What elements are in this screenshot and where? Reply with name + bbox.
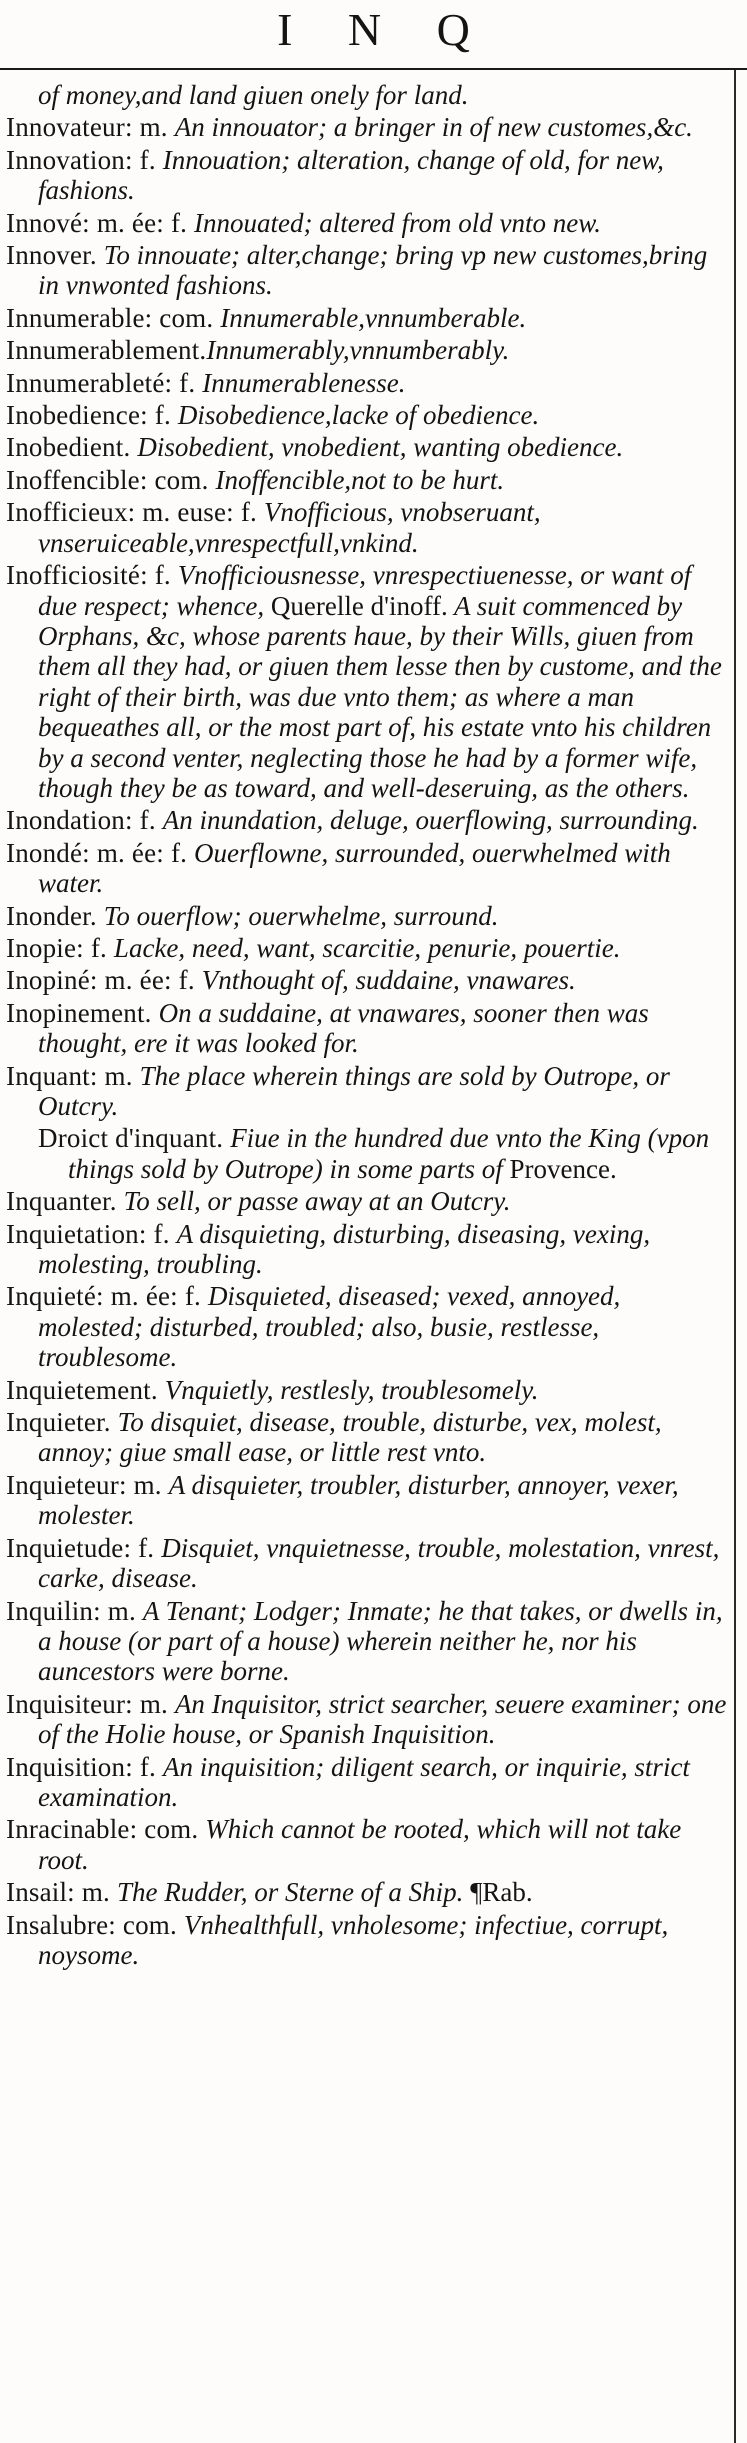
entry-headword: Inonder. [6, 900, 104, 931]
dictionary-entry [6, 80, 728, 110]
dictionary-entry [6, 368, 728, 398]
entry-headword: Inondation: f. [6, 805, 163, 836]
dictionary-entry [6, 1689, 728, 1750]
dictionary-entry [6, 1596, 728, 1687]
entry-roman-word: ¶Rab. [470, 1877, 533, 1908]
entry-definition: On a suddaine, at vnawares, sooner then was thought, ere it was looked for. [38, 997, 649, 1059]
entry-definition: Lacke, need, want, scarcitie, penurie, pouertie. [113, 932, 621, 963]
dictionary-entry [6, 1814, 728, 1875]
entry-roman-word: Provence. [509, 1153, 617, 1184]
entry-headword: Innover. [6, 240, 104, 271]
entry-definition: Innumerably,vnnumberably. [206, 335, 510, 366]
dictionary-entry [6, 1752, 728, 1813]
entry-headword: Inopiné: m. ée: f. [6, 965, 202, 996]
entry-definition: Which cannot be rooted, which will not take root. [38, 1814, 682, 1875]
margin-rule [734, 70, 736, 2443]
entry-headword: Inobedient. [6, 432, 138, 463]
entry-headword: Inofficieux: m. euse: f. [6, 497, 264, 528]
entry-definition: A Tenant; Lodger; Inmate; he that takes, or dwells in, a house (or part of a house) wherein neither he, nor his auncestors were borne. [38, 1595, 723, 1687]
header-rule [0, 68, 747, 70]
entry-headword: Inopie: f. [6, 932, 114, 963]
entry-headword: Inofficiosité: f. [6, 560, 178, 591]
entry-definition: Vnquietly, restlesly, troublesomely. [164, 1374, 539, 1405]
page-header: I N Q [277, 4, 492, 55]
entry-headword: Droict d'inquant. [38, 1123, 231, 1154]
dictionary-entry [6, 208, 728, 238]
dictionary-entry [6, 1281, 728, 1372]
entry-headword: Innumerableté: f. [6, 367, 203, 398]
dictionary-entry [6, 1061, 728, 1122]
dictionary-entry [6, 1533, 728, 1594]
dictionary-entry [6, 432, 728, 462]
entry-headword: Inquietation: f. [6, 1218, 177, 1249]
entry-headword: Insail: m. [6, 1877, 117, 1908]
entry-definition: Ouerflowne, surrounded, ouerwhelmed with water. [38, 837, 671, 899]
entry-definition: An innouator; a bringer in of new customes,&c. [174, 112, 693, 143]
dictionary-entry [6, 1470, 728, 1531]
entry-definition: Innouated; altered from old vnto new. [194, 207, 601, 238]
entry-definition: To innouate; alter,change; bring vp new customes,bring in vnwonted fashions. [38, 240, 708, 301]
entry-definition: Vnofficious, vnobseruant, vnseruiceable,vnrespectfull,vnkind. [38, 497, 541, 558]
entry-definition: To disquiet, disease, trouble, disturbe, vex, molest, annoy; giue small ease, or little rest vnto. [38, 1407, 662, 1468]
entry-roman-word: Querelle d'inoff. [270, 590, 448, 621]
entry-definition: Vnthought of, suddaine, vnawares. [201, 965, 576, 996]
dictionary-entry [6, 965, 728, 995]
dictionary-entry [6, 1407, 728, 1468]
dictionary-entry [6, 145, 728, 206]
dictionary-entry [6, 933, 728, 963]
entry-headword: Inquietude: f. [6, 1532, 162, 1563]
entry-headword: Inoffencible: com. [6, 464, 216, 495]
entry-headword: Inquisiteur: m. [6, 1688, 175, 1719]
entry-definition: An Inquisitor, strict searcher, seuere examiner; one of the Holie house, or Spanish Inquisition. [38, 1688, 727, 1750]
entry-headword: Inopinement. [6, 997, 159, 1028]
entry-definition: To sell, or passe away at an Outcry. [123, 1186, 511, 1217]
entry-definition: Disobedience,lacke of obedience. [177, 400, 540, 431]
dictionary-entry [6, 901, 728, 931]
entry-definition: An inundation, deluge, ouerflowing, surrounding. [162, 805, 699, 836]
entry-headword: Inquietement. [6, 1374, 165, 1405]
entry-headword: Inracinable: com. [6, 1814, 206, 1845]
entry-headword: Innumerable: com. [6, 302, 221, 333]
dictionary-entry [6, 1375, 728, 1405]
dictionary-entry [6, 1877, 728, 1907]
dictionary-entry [6, 303, 728, 333]
entry-headword: Inquanter. [6, 1186, 124, 1217]
entry-definition: Vnofficiousnesse, vnrespectiuenesse, or want of due respect; whence, [38, 560, 692, 621]
entry-definition: Disquieted, diseased; vexed, annoyed, molested; disturbed, troubled; also, busie, restlesse, troublesome. [38, 1281, 621, 1373]
entry-definition: Inoffencible,not to be hurt. [215, 464, 505, 495]
dictionary-entry [6, 240, 728, 301]
entry-definition-continued: A suit commenced by Orphans, &c, whose parents haue, by their Wills, giuen from them all they had, or giuen them lesse then by custome, and the right of their birth, was due vnto them; as where a man bequeathes all, or the most part of, his estate vnto his children by a second venter, neglecting those he had by a former wife, though they be as toward, and well-deseruing, as the others. [38, 590, 722, 803]
entry-headword: Innovateur: m. [6, 112, 175, 143]
entry-headword: Inquant: m. [6, 1060, 140, 1091]
dictionary-entry [6, 400, 728, 430]
entry-definition: Innouation; alteration, change of old, for new, fashions. [38, 144, 664, 206]
entry-definition: A disquieting, disturbing, diseasing, vexing, molesting, troubling. [38, 1218, 651, 1280]
entry-definition: Innumerable,vnnumberable. [220, 302, 527, 333]
entry-definition: Vnhealthfull, vnholesome; infectiue, corrupt, noysome. [38, 1909, 669, 1970]
entry-definition: Disobedient, vnobedient, wanting obedience. [137, 432, 624, 463]
dictionary-entry [6, 335, 728, 365]
dictionary-entry [6, 838, 728, 899]
dictionary-entry [6, 805, 728, 835]
dictionary-entry [6, 1123, 728, 1184]
entry-definition: of money,and land giuen onely for land. [38, 80, 469, 110]
entry-definition: An inquisition; diligent search, or inquirie, strict examination. [38, 1751, 690, 1812]
entry-headword: Innovation: f. [6, 144, 163, 175]
entry-headword: Inquilin: m. [6, 1595, 143, 1626]
entry-definition: The Rudder, or Sterne of a Ship. [116, 1877, 471, 1908]
entry-definition: Innumerablenesse. [202, 367, 406, 398]
dictionary-entry [6, 497, 728, 558]
dictionary-entry [6, 998, 728, 1059]
entry-headword: Innové: m. ée: f. [6, 207, 195, 238]
entry-headword: Inquieteur: m. [6, 1469, 169, 1500]
dictionary-entry [6, 465, 728, 495]
entry-headword: Inquieter. [6, 1407, 118, 1438]
dictionary-entry [6, 1219, 728, 1280]
entry-definition: A disquieter, troubler, disturber, annoyer, vexer, molester. [38, 1469, 679, 1531]
entry-headword: Inobedience: f. [6, 400, 178, 431]
entry-headword: Insalubre: com. [6, 1909, 184, 1940]
dictionary-entry [6, 560, 728, 803]
entries-column [6, 80, 728, 2440]
dictionary-entry [6, 1186, 728, 1216]
entry-definition: Fiue in the hundred due vnto the King (vpon things sold by Outrope) in some parts of [68, 1123, 710, 1184]
dictionary-entry [6, 112, 728, 142]
entry-headword: Inondé: m. ée: f. [6, 837, 195, 868]
entry-headword: Innumerablement. [6, 335, 207, 366]
entry-headword: Inquisition: f. [6, 1751, 163, 1782]
entry-headword: Inquieté: m. ée: f. [6, 1281, 208, 1312]
entry-definition: Disquiet, vnquietnesse, trouble, molestation, vnrest, carke, disease. [38, 1532, 720, 1594]
entry-definition: To ouerflow; ouerwhelme, surround. [103, 900, 499, 931]
dictionary-entry [6, 1910, 728, 1971]
entry-definition: The place wherein things are sold by Outrope, or Outcry. [38, 1060, 670, 1121]
